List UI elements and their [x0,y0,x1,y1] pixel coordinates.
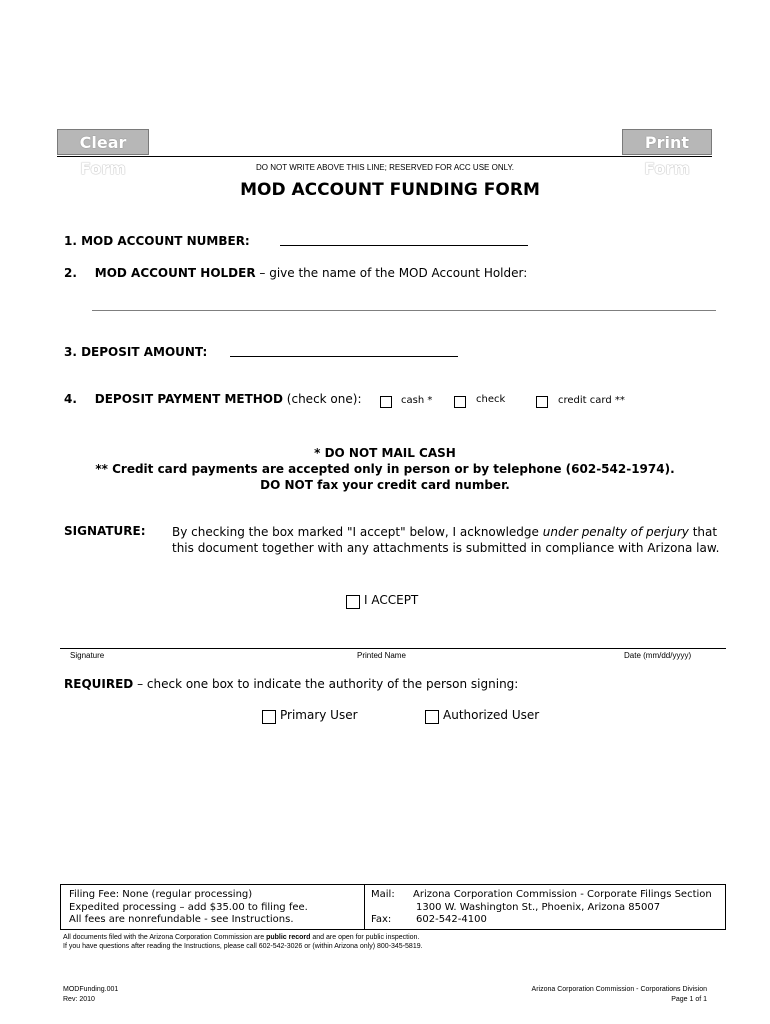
payment-method-hint: (check one): [282,392,362,406]
account-holder-number: 2. [64,266,77,280]
public-record-a: All documents filed with the Arizona Corporation Commission are [63,934,267,941]
authorized-user-label: Authorized User [443,708,540,722]
reserved-divider [57,156,712,157]
signature-text-a: By checking the box marked "I accept" below, I acknowledge [172,525,543,539]
primary-user-checkbox[interactable] [262,710,276,724]
signature-text-b: that this document together with any attachments is submitted in compliance with Arizona law. [172,525,720,555]
footer-agency: Arizona Corporation Commission - Corporations Division [531,986,707,993]
mail-line-2: 1300 W. Washington St., Phoenix, Arizona 85007 [416,901,661,913]
signature-text-italic: under penalty of perjury [542,525,689,539]
public-record-bold: public record [266,934,311,941]
signature-label: SIGNATURE: [64,524,146,538]
public-record-note [63,934,419,941]
account-holder-label: MOD ACCOUNT HOLDER [94,266,256,280]
notice-no-cash: * DO NOT MAIL CASH [314,446,456,460]
credit-card-label: credit card ** [558,395,625,406]
required-label: REQUIRED [64,677,134,691]
mail-line-1: Arizona Corporation Commission - Corporate Filings Section [413,889,712,900]
printed-name-caption: Printed Name [357,651,406,660]
contact-info [371,889,723,927]
footer-page: Page 1 of 1 [671,996,707,1003]
fee-line-2: Expedited processing – add $35.00 to filing fee. [69,901,308,913]
fee-box [60,884,726,930]
required-text: – check one box to indicate the authority of the person signing: [133,677,519,691]
notice-no-fax: DO NOT fax your credit card number. [260,478,510,492]
signature-caption: Signature [70,651,105,660]
account-holder-label-row [64,266,527,280]
signature-statement [172,524,720,556]
authorized-user-checkbox[interactable] [425,710,439,724]
credit-card-checkbox[interactable] [536,396,548,408]
fee-info [69,889,308,927]
check-checkbox[interactable] [454,396,466,408]
cash-checkbox[interactable] [380,396,392,408]
notice-credit-card: ** Credit card payments are accepted only in person or by telephone (602-542-1974). [95,462,675,476]
form-id: MODFunding.001 [63,986,119,993]
payment-method-number: 4. [64,392,77,406]
account-holder-field[interactable] [92,310,716,311]
payment-method-label-row [64,392,361,406]
public-record-b: and are open for public inspection. [310,934,420,941]
page-title: MOD ACCOUNT FUNDING FORM [240,180,540,200]
mail-label: Mail: [371,889,395,900]
account-number-field[interactable] [280,245,528,246]
print-form-button[interactable]: Print Form [622,129,712,155]
i-accept-checkbox[interactable] [346,595,360,609]
fee-line-1: Filing Fee: None (regular processing) [69,889,253,900]
payment-method-label: DEPOSIT PAYMENT METHOD [94,392,283,406]
clear-form-button[interactable]: Clear Form [57,129,149,155]
account-holder-hint: – give the name of the MOD Account Holder: [255,266,528,280]
deposit-amount-label: 3. DEPOSIT AMOUNT: [64,345,208,359]
form-revision: Rev: 2010 [63,996,95,1003]
i-accept-label: I ACCEPT [364,593,419,607]
signature-line[interactable] [60,648,726,649]
primary-user-label: Primary User [280,708,358,722]
reserved-note: DO NOT WRITE ABOVE THIS LINE; RESERVED FOR ACC USE ONLY. [256,163,514,172]
account-number-label: 1. MOD ACCOUNT NUMBER: [64,234,250,248]
deposit-amount-field[interactable] [230,356,458,357]
cash-label: cash * [401,395,433,406]
fee-line-3: All fees are nonrefundable - see Instructions. [69,914,294,925]
questions-note: If you have questions after reading the Instructions, please call 602-542-3026 or (within Arizona only) 800-345-5819. [63,943,423,950]
fee-box-divider [364,885,365,929]
check-label: check [476,394,506,405]
required-row [64,677,518,691]
fax-label: Fax: [371,914,392,925]
date-caption: Date (mm/dd/yyyy) [624,651,692,660]
fax-value: 602-542-4100 [416,914,487,925]
